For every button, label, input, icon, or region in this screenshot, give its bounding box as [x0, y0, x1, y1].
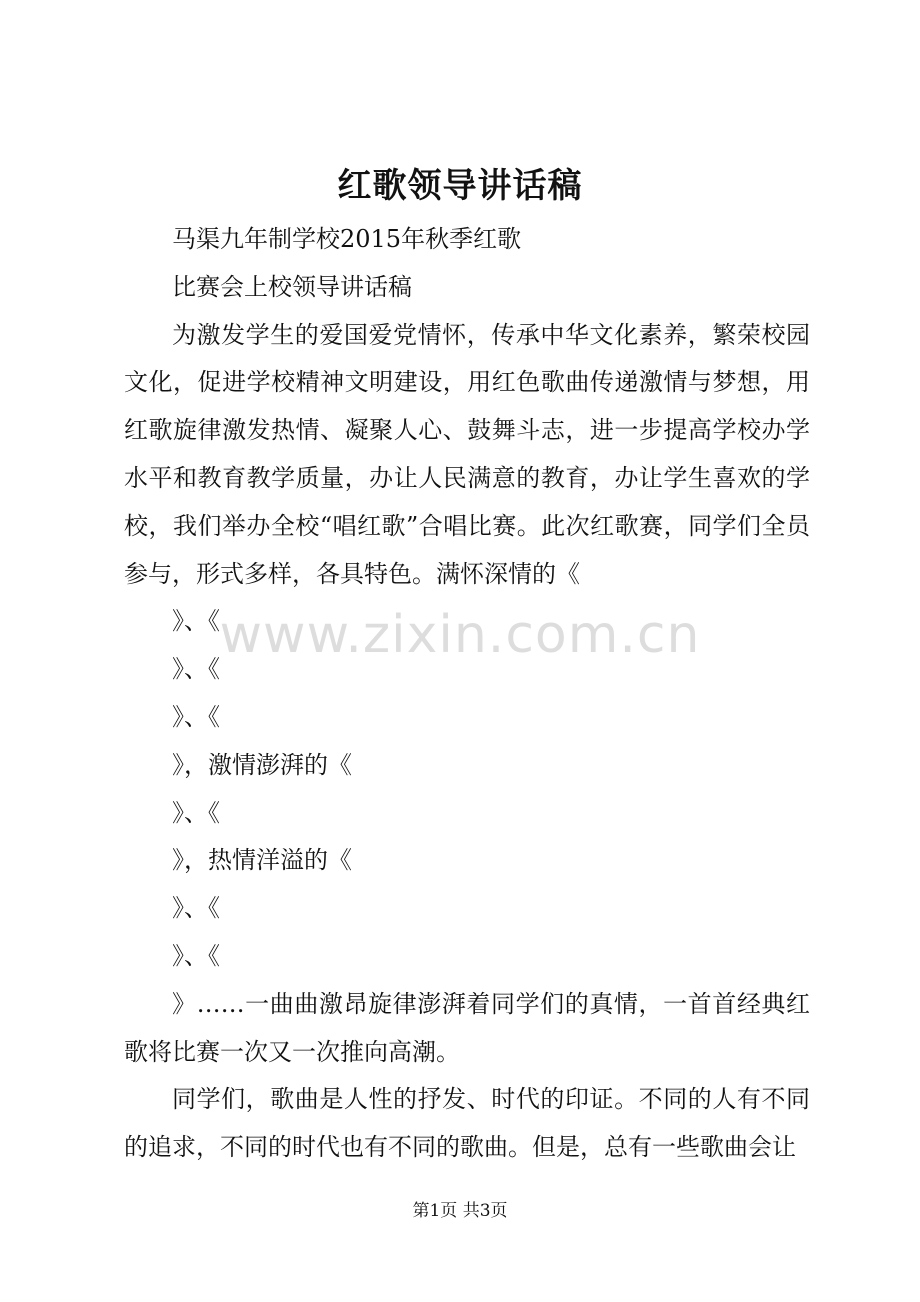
paragraph: 》、《: [172, 894, 220, 923]
paragraph: 同学们，歌曲是人性的抒发、时代的印证。不同的人有不同的追求，不同的时代也有不同的歌曲。但是，总有一些歌曲会让: [124, 1085, 810, 1162]
paragraph: 》、《: [172, 702, 220, 731]
paragraph: 比赛会上校领导讲话稿: [172, 272, 412, 301]
paragraph: 》、《: [172, 941, 220, 970]
paragraph: 》，热情洋溢的《: [172, 846, 352, 875]
paragraph: 》、《: [172, 655, 220, 684]
watermark: www.zixin.com.cn: [219, 605, 701, 665]
paragraph: 马渠九年制学校2015年秋季红歌: [172, 225, 522, 253]
paragraph: 》……一曲曲激昂旋律澎湃着同学们的真情，一首首经典红歌将比赛一次又一次推向高潮。: [124, 989, 810, 1066]
page-footer: 第1页 共3页: [412, 1201, 508, 1221]
document-title: 红歌领导讲话稿: [337, 166, 583, 206]
document-body: [124, 216, 810, 1172]
paragraph: 为激发学生的爱国爱党情怀，传承中华文化素养，繁荣校园文化，促进学校精神文明建设，用红色歌曲传递激情与梦想，用红歌旋律激发热情、凝聚人心、鼓舞斗志，进一步提高学校办学水平和教育教学质量，办让人民满意的教育，办让学生喜欢的学校，我们举办全校“唱红歌”合唱比赛。此次红歌赛，同学们全员参与，形式多样，各具特色。满怀深情的《: [124, 320, 810, 588]
paragraph: 》，激情澎湃的《: [172, 750, 352, 779]
paragraph: 》、《: [172, 607, 220, 636]
paragraph: 》、《: [172, 798, 220, 827]
